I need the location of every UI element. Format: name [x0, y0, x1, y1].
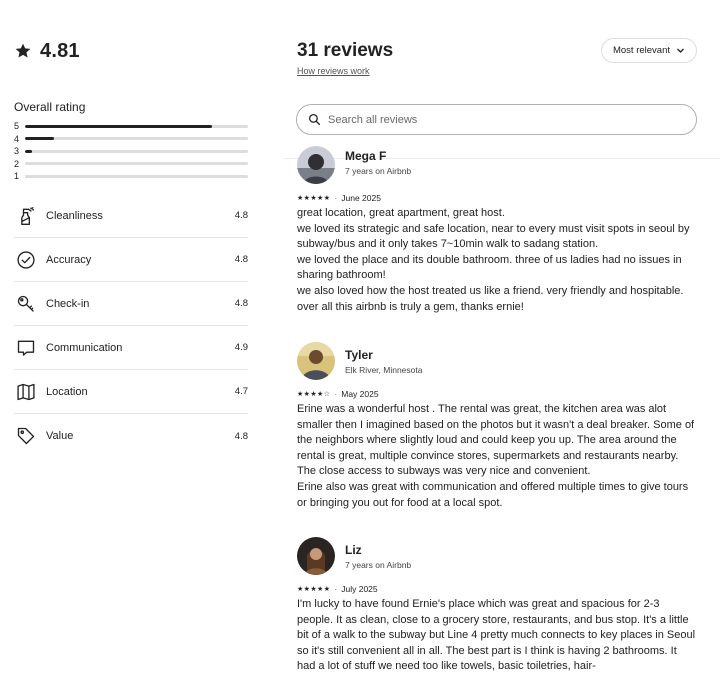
key-icon [15, 293, 37, 315]
review-text: Erine was a wonderful host . The rental was great, the kitchen area was alot smaller then I imagined based on the photos but it wasn't a deal breaker. Some of the neighbors where slightly loud and could keep you up. The area around the rental is great, multiple convince stores, supermarkets and restaurants nearby. The close access to subways was very nice and convenient. Erine also was great with communication and offered multiple times to give tours or bringing you out for food at a local spot. [297, 403, 695, 509]
review-stars: ★★★★★ [297, 586, 331, 593]
category-checkin [14, 282, 248, 326]
avatar[interactable] [297, 537, 335, 575]
rating-bar-label: 3 [14, 146, 20, 157]
review-item [297, 342, 697, 511]
review-item [297, 537, 697, 675]
category-ratings [14, 194, 248, 458]
rating-summary [14, 38, 248, 442]
category-name: Location [46, 385, 88, 398]
rating-bar-3 [14, 145, 248, 158]
overall-score [14, 38, 248, 64]
search-icon [308, 113, 321, 126]
category-name: Value [46, 430, 74, 442]
review-text: great location, great apartment, great host. we loved its strategic and safe location, near to every must visit spots in seoul by subway/bus and it only takes 7~10min walk to sadang station. we loved the place and its double bathroom. three of us ladies had no issues in sharing bathroom! we also loved how the host treated us like a friend. very friendly and hospitable. over all this airbnb is truly a gem, thanks ernie! [297, 207, 690, 313]
category-value: 4.8 [234, 430, 248, 442]
map-icon [15, 381, 37, 403]
category-communication [14, 326, 248, 370]
rating-bar-fill [25, 137, 54, 140]
rating-bar-2 [14, 158, 248, 171]
rating-bar-5 [14, 120, 248, 133]
category-location [14, 370, 248, 414]
search-reviews-box[interactable] [296, 104, 697, 135]
review-header [297, 342, 697, 380]
tag-icon [15, 425, 37, 447]
spray-bottle-icon [15, 205, 37, 227]
category-name: Communication [46, 341, 123, 354]
review-stars: ★★★★☆ [297, 391, 331, 398]
check-circle-icon [15, 249, 37, 271]
rating-bar-track [25, 162, 248, 165]
sort-dropdown[interactable] [601, 38, 697, 63]
review-meta: ★★★★★ · June 2025 [297, 193, 381, 203]
category-name: Check-in [46, 297, 90, 310]
rating-bar-track [25, 175, 248, 178]
rating-bar-track [25, 150, 248, 153]
star-icon [14, 42, 32, 60]
review-item [297, 146, 697, 315]
review-date: May 2025 [341, 389, 379, 399]
sort-label: Most relevant [612, 45, 671, 56]
rating-bar-track [25, 137, 248, 140]
category-value: 4.8 [234, 254, 248, 265]
reviewer-subtitle: Elk River, Minnesota [345, 364, 423, 375]
category-accuracy [14, 238, 248, 282]
rating-bar-fill [25, 150, 32, 153]
category-name: Cleanliness [46, 209, 103, 222]
review-header [297, 537, 697, 575]
category-value: 4.9 [234, 342, 248, 353]
avatar[interactable] [297, 342, 335, 380]
rating-distribution [14, 120, 248, 183]
category-cleanliness [14, 194, 248, 238]
rating-bar-track [25, 125, 248, 128]
rating-bar-fill [25, 125, 212, 128]
rating-bar-label: 5 [14, 121, 20, 132]
review-text: I'm lucky to have found Ernie's place which was great and spacious for 2-3 people. It as clean, close to a grocery store, restaurants, and bus stop. It's a little bit of a walk to the subway but Line 4 pretty much connects to key places in Seoul so it's still convenient all in all. The best part is I think is having 2 bathrooms. It had a lot of stuff we need too like towels, basic toiletries, hair- [297, 598, 696, 673]
how-reviews-work-link[interactable]: How reviews work [297, 66, 370, 76]
review-meta: ★★★★☆ · May 2025 [297, 389, 379, 399]
rating-bar-label: 4 [14, 133, 20, 144]
reviewer-name: Liz [345, 542, 362, 557]
rating-bar-4 [14, 133, 248, 146]
chevron-down-icon [676, 46, 685, 55]
category-value: 4.8 [234, 298, 248, 309]
category-value [14, 414, 248, 458]
rating-bar-label: 2 [14, 158, 20, 169]
message-bubble-icon [15, 337, 37, 359]
reviewer-subtitle: 7 years on Airbnb [345, 165, 412, 176]
search-input[interactable] [328, 114, 668, 126]
review-stars: ★★★★★ [297, 195, 331, 202]
review-date: June 2025 [341, 193, 381, 203]
overall-rating-label: Overall rating [14, 100, 86, 114]
review-meta: ★★★★★ · July 2025 [297, 584, 378, 594]
overall-rating-value: 4.81 [40, 39, 80, 62]
rating-bar-label: 1 [14, 171, 20, 182]
category-value: 4.7 [234, 386, 248, 397]
reviewer-subtitle: 7 years on Airbnb [345, 559, 412, 570]
category-name: Accuracy [46, 253, 92, 266]
avatar[interactable] [297, 146, 335, 184]
rating-bar-1 [14, 170, 248, 183]
review-header [297, 146, 697, 184]
review-date: July 2025 [341, 584, 378, 594]
reviews-count-title: 31 reviews [297, 40, 394, 61]
category-value: 4.8 [234, 210, 248, 221]
reviewer-name: Mega F [345, 148, 387, 163]
reviewer-name: Tyler [345, 347, 373, 362]
